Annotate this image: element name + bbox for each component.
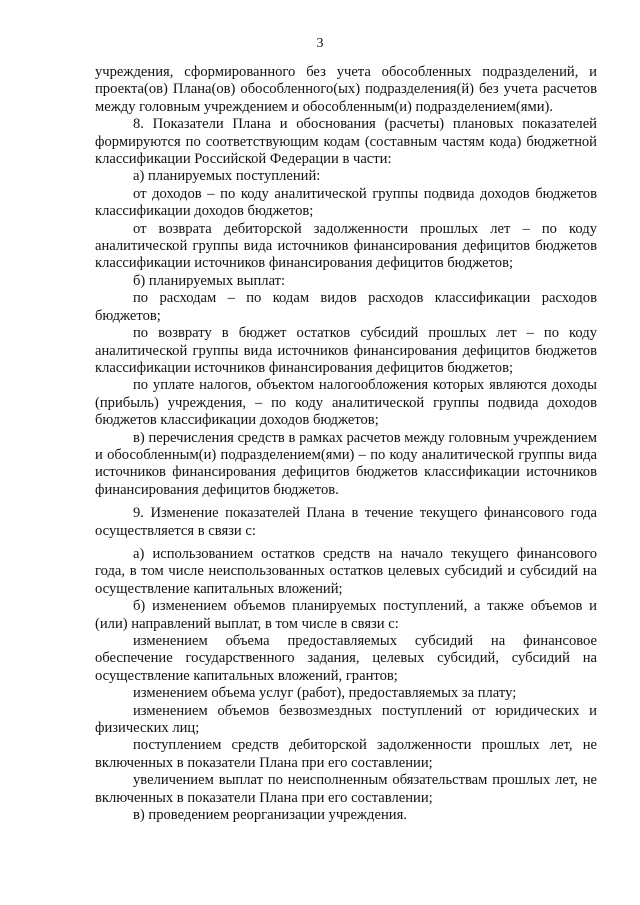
receipts-income: от доходов – по коду аналитической группы подвида доходов бюджетов классификации доходов бюджетов; bbox=[95, 185, 597, 220]
payments-subsidy-return: по возврату в бюджет остатков субсидий прошлых лет – по коду аналитической группы вида источников финансирования дефицитов бюджетов классификации источников финансирования дефицитов бюджетов; bbox=[95, 325, 597, 376]
change-subsidies: изменением объема предоставляемых субсидий на финансовое обеспечение государственного задания, целевых субсидий, субсидий на осуществление капитальных вложений, грантов; bbox=[95, 633, 597, 684]
change-receivables: поступлением средств дебиторской задолженности прошлых лет, не включенных в показатели Плана при его составлении; bbox=[95, 737, 597, 771]
page-number: 3 bbox=[316, 36, 324, 51]
subitem-v-transfers: в) перечисления средств в рамках расчетов между головным учреждением и обособленным(и) подразделением(ями) – по коду аналитической группы вида источников финансирования дефицитов бюджетов классификации источников финансирования дефицитов бюджетов. bbox=[95, 429, 597, 498]
change-donations: изменением объемов безвозмездных поступлений от юридических и физических лиц; bbox=[95, 702, 597, 737]
change-reason-b: б) изменением объемов планируемых поступлений, а также объемов и (или) направлений выплат, в том числе в связи с: bbox=[95, 598, 597, 632]
paragraph-continuation: учреждения, сформированного без учета обособленных подразделений, и проекта(ов) Плана(ов) обособленного(ых) подразделения(й) без учета расчетов между головным учреждением и обособленным(и) подразделением(ями). bbox=[95, 64, 597, 115]
payments-expenses: по расходам – по кодам видов расходов классификации расходов бюджетов; bbox=[95, 290, 597, 324]
subitem-a-receipts: а) планируемых поступлений: bbox=[133, 168, 321, 185]
document-body bbox=[95, 64, 597, 824]
receipts-debt-return: от возврата дебиторской задолженности прошлых лет – по коду аналитической группы вида источников финансирования дефицитов бюджетов классификации источников финансирования дефицитов бюджетов; bbox=[95, 220, 597, 272]
change-reason-a: а) использованием остатков средств на начало текущего финансового года, в том числе неиспользованных остатков целевых субсидий и субсидий на осуществление капитальных вложений; bbox=[95, 545, 597, 597]
change-payables: увеличением выплат по неисполненным обязательствам прошлых лет, не включенных в показатели Плана при его составлении; bbox=[95, 772, 597, 806]
paragraph-item-8: 8. Показатели Плана и обоснования (расчеты) плановых показателей формируются по соответствующим кодам (составным частям кода) бюджетной классификации Российской Федерации в части: bbox=[95, 116, 597, 168]
subitem-b-payments: б) планируемых выплат: bbox=[133, 272, 286, 289]
change-reason-v: в) проведением реорганизации учреждения. bbox=[133, 807, 407, 824]
change-paid-services: изменением объема услуг (работ), предоставляемых за плату; bbox=[133, 685, 517, 702]
payments-taxes: по уплате налогов, объектом налогообложения которых являются доходы (прибыль) учреждения, – по коду аналитической группы подвида доходов бюджетов классификации доходов бюджетов; bbox=[95, 377, 597, 429]
paragraph-item-9: 9. Изменение показателей Плана в течение текущего финансового года осуществляется в связи с: bbox=[95, 505, 597, 539]
